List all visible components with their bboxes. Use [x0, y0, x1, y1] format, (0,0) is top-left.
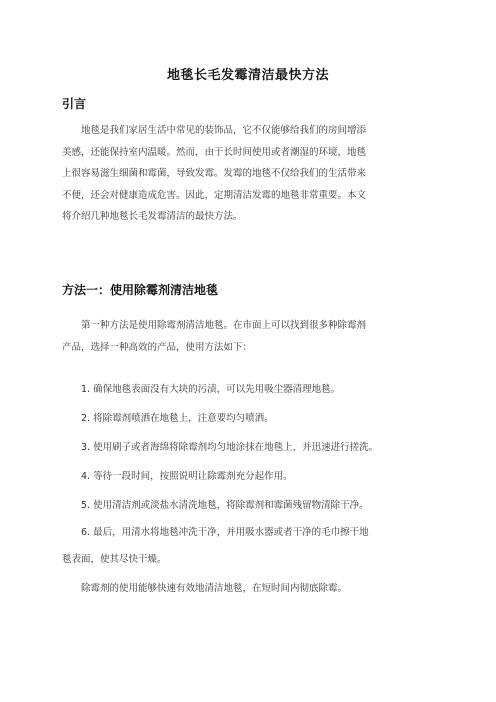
step-item: 5. 使用清洁剂或淡盐水清洗地毯，将除霉剂和霉菌残留物清除干净。 — [81, 500, 369, 511]
step-item: 6. 最后，用清水将地毯冲洗干净，并用吸水器或者干净的毛巾擦干地 — [81, 527, 369, 538]
paragraph-line: 产品，选择一种高效的产品，使用方法如下： — [62, 341, 253, 353]
paragraph-line: 美感，还能保持室内温暖。然而，由于长时间使用或者潮湿的环境，地毯 — [62, 146, 367, 158]
method-one-closing: 除霉剂的使用能够快速有效地清洁地毯，在短时间内彻底除霉。 — [81, 583, 348, 594]
section-heading-introduction: 引言 — [62, 97, 87, 111]
step-item: 3. 使用刷子或者海绵将除霉剂均匀地涂抹在地毯上，并迅速进行搓洗。 — [81, 442, 379, 453]
paragraph-line: 地毯是我们家居生活中常见的装饰品，它不仅能够给我们的房间增添 — [81, 125, 367, 136]
paragraph-line: 上很容易滋生细菌和霉菌，导致发霉。发霉的地毯不仅给我们的生活带来 — [62, 168, 367, 179]
paragraph-line: 不便，还会对健康造成危害。因此，定期清洁发霉的地毯非常重要。本文 — [62, 189, 367, 201]
section-heading-method-one: 方法一：使用除霉剂清洁地毯 — [62, 283, 219, 297]
document-title: 地毯长毛发霉清洁最快方法 — [166, 68, 329, 83]
method-one-intro — [62, 315, 434, 358]
step-item: 1. 确保地毯表面没有大块的污渍，可以先用吸尘器清理地毯。 — [81, 384, 341, 395]
step-item: 2. 将除霉剂喷洒在地毯上，注意要均匀喷洒。 — [81, 413, 274, 424]
introduction-paragraph — [62, 120, 434, 228]
step-continuation: 毯表面，使其尽快干燥。 — [62, 554, 167, 565]
method-one-steps — [62, 375, 452, 603]
paragraph-line: 将介绍几种地毯长毛发霉清洁的最快方法。 — [62, 211, 243, 222]
step-item: 4. 等待一段时间，按照说明让除霉剂充分起作用。 — [81, 471, 293, 482]
paragraph-line: 第一种方法是使用除霉剂清洁地毯。在市面上可以找到很多种除霉剂 — [81, 320, 367, 331]
